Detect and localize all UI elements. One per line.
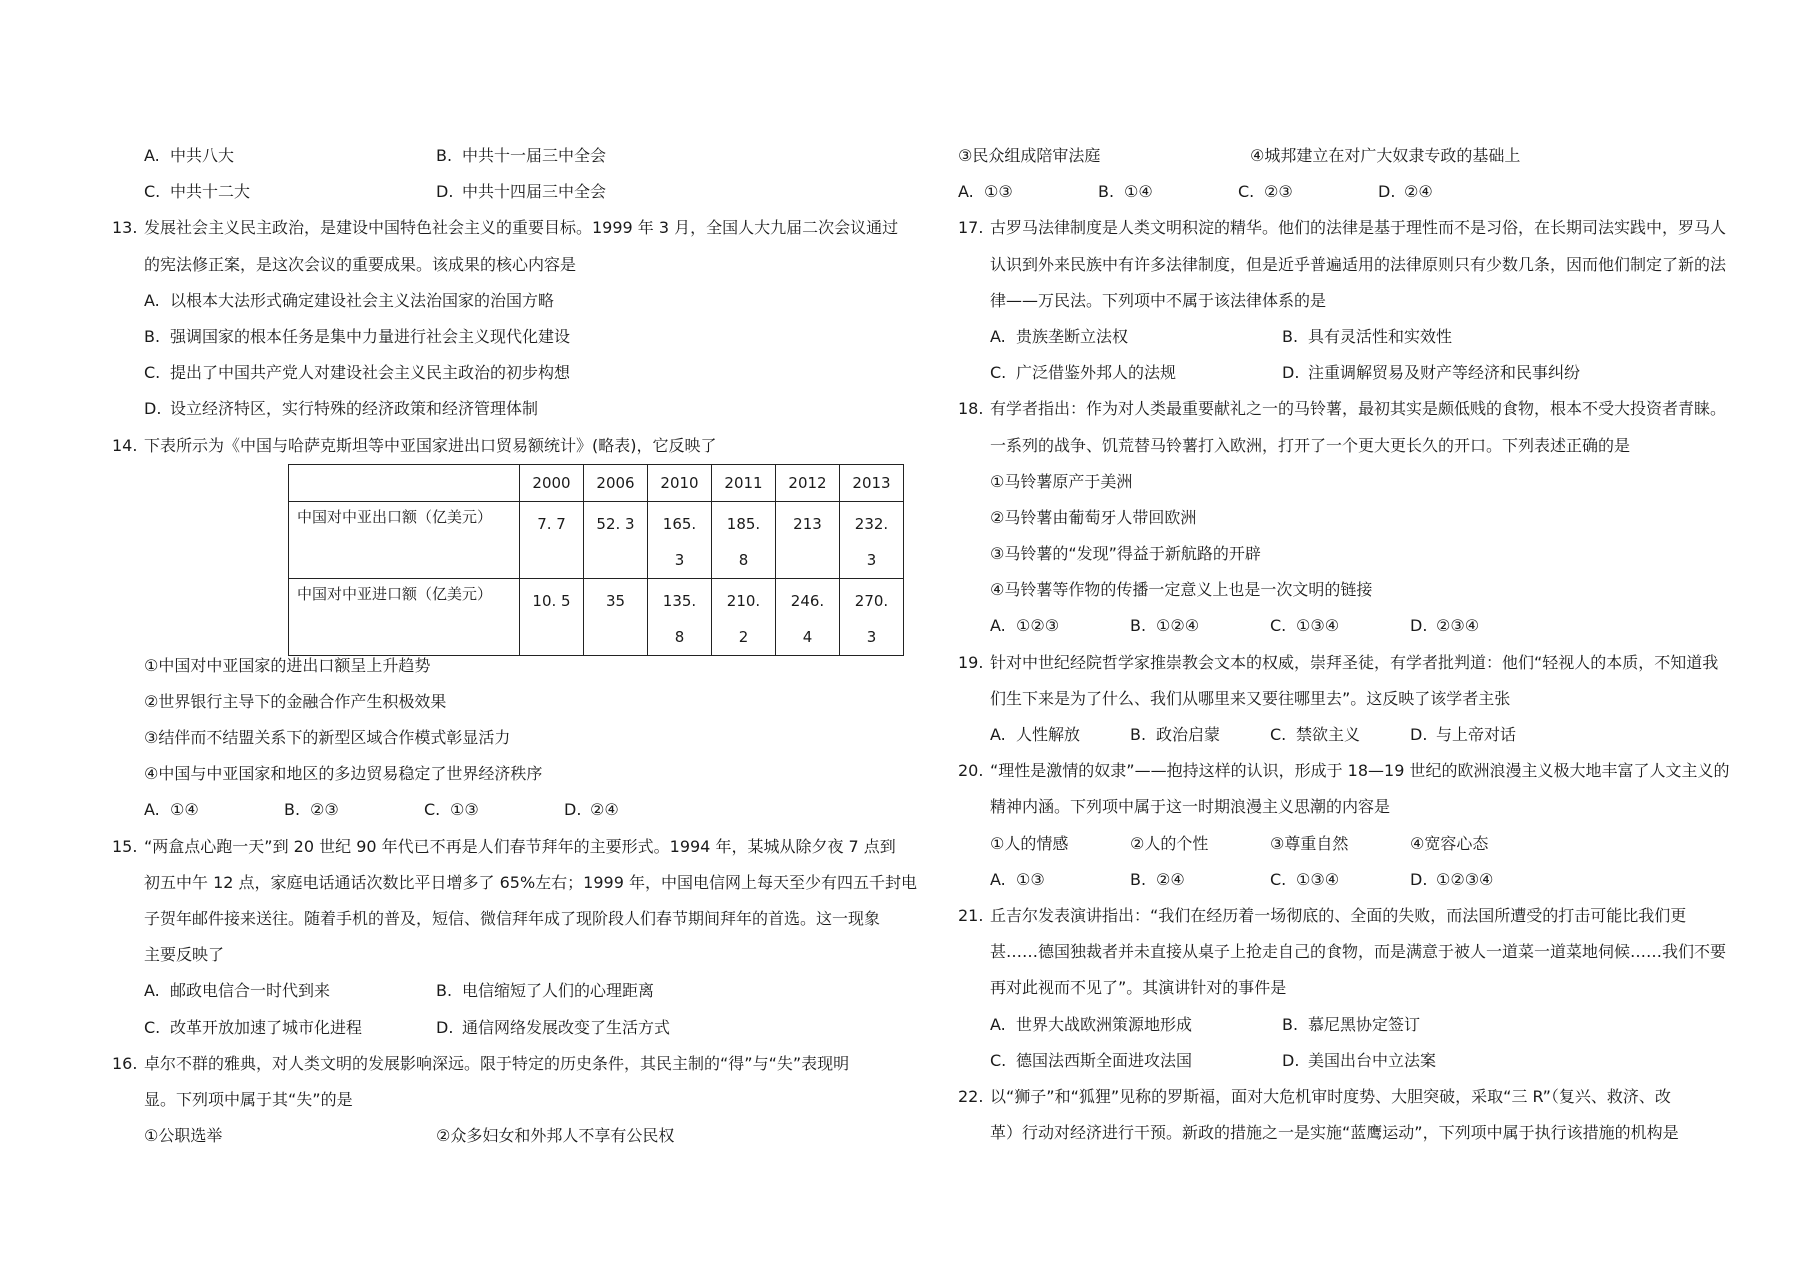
q15-option-c[interactable]: C. 改革开放加速了城市化进程 <box>144 1017 363 1037</box>
row-label: 中国对中亚出口额（亿美元） <box>289 501 520 578</box>
left-column <box>112 138 917 1154</box>
table-cell: 35 <box>584 578 648 655</box>
q22-stem-line-2: 革）行动对经济进行干预。新政的措施之一是实施“蓝鹰运动”，下列项中属于执行该措施的机构是 <box>990 1123 1679 1143</box>
q20-item-2: ②人的个性 <box>1130 833 1209 853</box>
q16-items-row-1 <box>112 1118 912 1154</box>
q16-stem-line-2: 显。下列项中属于其“失”的是 <box>144 1089 353 1109</box>
q21-option-d[interactable]: D. 美国出台中立法案 <box>1282 1050 1437 1070</box>
year-header: 2012 <box>776 464 840 501</box>
trade-table <box>288 464 904 656</box>
table-cell: 210. 2 <box>712 578 776 655</box>
table-corner-cell <box>289 464 520 501</box>
q14-option-c[interactable]: C. ①③ <box>424 800 479 820</box>
q17-options-row-1 <box>958 319 1728 355</box>
q17-option-b[interactable]: B. 具有灵活性和实效性 <box>1282 326 1453 346</box>
q21-stem-line-2: 甚……德国独裁者并未直接从桌子上抢走自己的食物，而是满意于被人一道菜一道菜地伺候……我们不要 <box>990 942 1727 962</box>
q17-stem-line-2: 认识到外来民族中有许多法律制度，但是近乎普遍适用的法律原则只有少数几条，因而他们制定了新的法 <box>990 254 1727 274</box>
q15-stem-line-4: 主要反映了 <box>144 945 225 965</box>
row-label: 中国对中亚进口额（亿美元） <box>289 578 520 655</box>
question-number: 19. <box>958 652 984 672</box>
right-column <box>958 138 1728 1151</box>
table-cell: 165. 3 <box>648 501 712 578</box>
q12-option-b[interactable]: B. 中共十一届三中全会 <box>436 146 607 165</box>
q15-option-a[interactable]: A. 邮政电信合一时代到来 <box>144 981 331 1001</box>
q14-stem: 14. 下表所示为《中国与哈萨克斯坦等中亚国家进出口贸易额统计》(略表)，它反映了 <box>112 428 912 464</box>
q12-option-c[interactable]: C. 中共十二大 <box>144 182 251 202</box>
q16-option-a[interactable]: A. ①③ <box>958 182 1013 202</box>
q13-option-c[interactable]: C. 提出了中国共产党人对建设社会主义民主政治的初步构想 <box>144 363 571 383</box>
q20-item-1: ①人的情感 <box>990 833 1069 853</box>
q17-stem-line-1: 17. 古罗马法律制度是人类文明积淀的精华。他们的法律是基于理性而不是习俗，在长期司法实践中，罗马人 <box>958 210 1728 246</box>
q20-option-d[interactable]: D. ①②③④ <box>1410 869 1494 889</box>
table-row-export <box>289 501 904 578</box>
q17-option-c[interactable]: C. 广泛借鉴外邦人的法规 <box>990 363 1177 383</box>
table-cell: 135. 8 <box>648 578 712 655</box>
table-cell: 10. 5 <box>520 578 584 655</box>
q16-options-row <box>958 174 1728 210</box>
question-number: 13. <box>112 218 138 238</box>
q21-option-c[interactable]: C. 德国法西斯全面进攻法国 <box>990 1050 1193 1070</box>
q16-item-3: ③民众组成陪审法庭 <box>958 146 1101 165</box>
q19-option-b[interactable]: B. 政治启蒙 <box>1130 725 1221 744</box>
q21-option-a[interactable]: A. 世界大战欧洲策源地形成 <box>990 1014 1193 1034</box>
q12-options-row-2 <box>112 174 912 210</box>
table-cell: 270. 3 <box>840 578 904 655</box>
q17-option-a[interactable]: A. 贵族垄断立法权 <box>990 326 1129 346</box>
q16-option-b[interactable]: B. ①④ <box>1098 182 1153 202</box>
q17-options-row-2 <box>958 355 1728 391</box>
question-number: 18. <box>958 399 984 419</box>
q19-option-d[interactable]: D. 与上帝对话 <box>1410 725 1517 744</box>
q20-option-a[interactable]: A. ①③ <box>990 869 1045 889</box>
q21-options-row-2 <box>958 1043 1728 1079</box>
q18-item-2: ②马铃薯由葡萄牙人带回欧洲 <box>990 507 1197 527</box>
q18-stem-line-2: 一系列的战争、饥荒替马铃薯打入欧洲，打开了一个更大更长久的开口。下列表述正确的是 <box>990 435 1631 455</box>
q18-item-4: ④马铃薯等作物的传播一定意义上也是一次文明的链接 <box>990 580 1373 600</box>
q22-stem-line-1: 22. 以“狮子”和“狐狸”见称的罗斯福，面对大危机审时度势、大胆突破，采取“三 R”（复兴、救济、改 <box>958 1079 1728 1115</box>
q20-stem-line-2: 精神内涵。下列项中属于这一时期浪漫主义思潮的内容是 <box>990 797 1391 817</box>
table-row-import <box>289 578 904 655</box>
q13-option-b[interactable]: B. 强调国家的根本任务是集中力量进行社会主义现代化建设 <box>144 326 571 346</box>
q18-options-row <box>958 608 1728 644</box>
q15-options-row-2 <box>112 1010 912 1046</box>
q16-option-d[interactable]: D. ②④ <box>1378 182 1433 202</box>
table-cell: 52. 3 <box>584 501 648 578</box>
question-number: 20. <box>958 761 984 781</box>
q21-stem-line-3: 再对此视而不见了”。其演讲针对的事件是 <box>990 978 1287 998</box>
q19-stem-line-2: 们生下来是为了什么、我们从哪里来又要往哪里去”。这反映了该学者主张 <box>990 688 1511 708</box>
q14-item-1: ①中国对中亚国家的进出口额呈上升趋势 <box>144 655 431 675</box>
q19-option-c[interactable]: C. 禁欲主义 <box>1270 725 1361 744</box>
q14-option-b[interactable]: B. ②③ <box>284 800 339 820</box>
q18-stem-line-1: 18. 有学者指出：作为对人类最重要献礼之一的马铃薯，最初其实是颇低贱的食物，根本不受大投资者青睐。 <box>958 391 1728 427</box>
q13-stem-line-2: 的宪法修正案，是这次会议的重要成果。该成果的核心内容是 <box>144 254 577 274</box>
q14-option-d[interactable]: D. ②④ <box>564 800 619 820</box>
question-number: 17. <box>958 218 984 238</box>
q17-option-d[interactable]: D. 注重调解贸易及财产等经济和民事纠纷 <box>1282 363 1581 383</box>
q17-stem-line-3: 律——万民法。下列项中不属于该法律体系的是 <box>990 290 1327 310</box>
q13-option-d[interactable]: D. 设立经济特区，实行特殊的经济政策和经济管理体制 <box>144 399 539 419</box>
q18-option-d[interactable]: D. ②③④ <box>1410 616 1480 636</box>
q20-items-row <box>958 826 1728 862</box>
q18-option-c[interactable]: C. ①③④ <box>1270 616 1340 636</box>
q19-options-row <box>958 717 1728 753</box>
q19-stem-line-1: 19. 针对中世纪经院哲学家推崇教会文本的权威，崇拜圣徒，有学者批判道：他们“轻视人的本质，不知道我 <box>958 645 1728 681</box>
q13-stem-line-1: 13. 发展社会主义民主政治，是建设中国特色社会主义的重要目标。1999 年 3 月，全国人大九届二次会议通过 <box>112 210 912 246</box>
q14-item-4: ④中国与中亚国家和地区的多边贸易稳定了世界经济秩序 <box>144 764 543 784</box>
q21-options-row-1 <box>958 1007 1728 1043</box>
q16-item-1: ①公职选举 <box>144 1126 223 1146</box>
question-number: 14. <box>112 435 138 455</box>
table-cell: 232. 3 <box>840 501 904 578</box>
table-cell: 213 <box>776 501 840 578</box>
q16-items-row-2 <box>958 138 1728 174</box>
q20-options-row <box>958 862 1728 898</box>
q20-item-3: ③尊重自然 <box>1270 833 1349 853</box>
question-number: 16. <box>112 1053 138 1073</box>
q15-stem-line-3: 子贺年邮件接来送往。随着手机的普及，短信、微信拜年成了现阶段人们春节期间拜年的首选。这一现象 <box>144 909 881 928</box>
year-header: 2006 <box>584 464 648 501</box>
question-number: 21. <box>958 905 984 925</box>
q20-option-b[interactable]: B. ②④ <box>1130 869 1185 889</box>
q16-item-4: ④城邦建立在对广大奴隶专政的基础上 <box>1250 146 1521 165</box>
q12-options-row-1 <box>112 138 912 174</box>
q18-option-b[interactable]: B. ①②④ <box>1130 616 1200 636</box>
year-header: 2000 <box>520 464 584 501</box>
trade-table-wrapper <box>112 464 912 648</box>
question-number: 22. <box>958 1086 984 1106</box>
q18-option-a[interactable]: A. ①②③ <box>990 616 1060 636</box>
q20-stem-line-1: 20. “理性是激情的奴隶”——抱持这样的认识，形成于 18—19 世纪的欧洲浪漫主义极大地丰富了人文主义的 <box>958 753 1728 789</box>
table-cell: 246. 4 <box>776 578 840 655</box>
q15-stem-line-2: 初五中午 12 点，家庭电话通话次数比平日增多了 65%左右；1999 年，中国电信网上每天至少有四五千封电 <box>144 872 917 892</box>
year-header: 2011 <box>712 464 776 501</box>
q13-option-a[interactable]: A. 以根本大法形式确定建设社会主义法治国家的治国方略 <box>144 290 555 310</box>
year-header: 2013 <box>840 464 904 501</box>
q20-option-c[interactable]: C. ①③④ <box>1270 869 1340 889</box>
q14-item-3: ③结伴而不结盟关系下的新型区域合作模式彰显活力 <box>144 728 511 748</box>
table-header-row <box>289 464 904 501</box>
q15-stem-line-1: 15. “两盒点心跑一天”到 20 世纪 90 年代已不再是人们春节拜年的主要形式。1994 年，某城从除夕夜 7 点到 <box>112 829 912 865</box>
q16-item-2: ②众多妇女和外邦人不享有公民权 <box>436 1126 675 1146</box>
q16-option-c[interactable]: C. ②③ <box>1238 182 1293 202</box>
q20-item-4: ④宽容心态 <box>1410 833 1489 853</box>
q14-options-row <box>112 792 912 828</box>
q15-option-d[interactable]: D. 通信网络发展改变了生活方式 <box>436 1017 671 1037</box>
q19-option-a[interactable]: A. 人性解放 <box>990 725 1081 744</box>
q18-item-3: ③马铃薯的“发现”得益于新航路的开辟 <box>990 544 1261 564</box>
q21-stem-line-1: 21. 丘吉尔发表演讲指出：“我们在经历着一场彻底的、全面的失败，而法国所遭受的打击可能比我们更 <box>958 898 1728 934</box>
q18-item-1: ①马铃薯原产于美洲 <box>990 471 1133 491</box>
q14-option-a[interactable]: A. ①④ <box>144 800 199 820</box>
q15-options-row-1 <box>112 973 912 1009</box>
q12-option-a[interactable]: A. 中共八大 <box>144 146 235 165</box>
year-header: 2010 <box>648 464 712 501</box>
question-number: 15. <box>112 836 138 856</box>
q15-option-b[interactable]: B. 电信缩短了人们的心理距离 <box>436 981 655 1001</box>
table-cell: 185. 8 <box>712 501 776 578</box>
q12-option-d[interactable]: D. 中共十四届三中全会 <box>436 182 607 202</box>
table-cell: 7. 7 <box>520 501 584 578</box>
q21-option-b[interactable]: B. 慕尼黑协定签订 <box>1282 1014 1421 1034</box>
q16-stem-line-1: 16. 卓尔不群的雅典，对人类文明的发展影响深远。限于特定的历史条件，其民主制的“得”与“失”表现明 <box>112 1046 912 1082</box>
q14-item-2: ②世界银行主导下的金融合作产生积极效果 <box>144 691 447 711</box>
